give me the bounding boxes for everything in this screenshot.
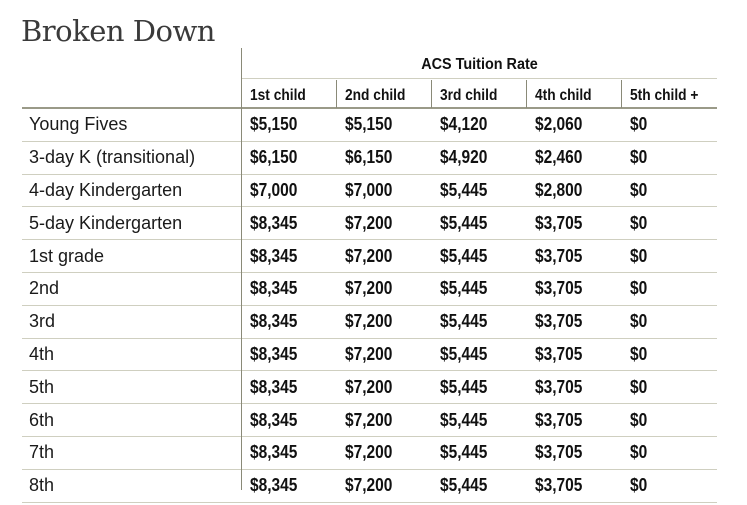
tuition-value: $5,445	[440, 245, 488, 266]
tuition-cell	[432, 371, 527, 404]
tuition-cell	[242, 240, 337, 273]
column-header	[337, 80, 432, 108]
column-header	[622, 80, 717, 108]
column-header-label: 5th child +	[630, 87, 699, 104]
table-row	[22, 404, 717, 437]
grade-label: 3-day K (transitional)	[22, 141, 242, 174]
tuition-cell	[527, 207, 622, 240]
tuition-cell	[432, 108, 527, 141]
table-row	[22, 469, 717, 502]
tuition-cell	[622, 108, 717, 141]
tuition-value: $5,150	[345, 114, 393, 135]
tuition-cell	[337, 174, 432, 207]
tuition-cell	[432, 272, 527, 305]
column-header-label: 4th child	[535, 87, 592, 104]
tuition-cell	[527, 272, 622, 305]
tuition-value: $7,200	[345, 409, 393, 430]
tuition-value: $4,920	[440, 147, 488, 168]
table-row	[22, 338, 717, 371]
tuition-cell	[622, 141, 717, 174]
tuition-value: $7,200	[345, 311, 393, 332]
tuition-cell	[242, 371, 337, 404]
tuition-cell	[242, 404, 337, 437]
tuition-value: $7,200	[345, 278, 393, 299]
tuition-value: $7,200	[345, 212, 393, 233]
table-row	[22, 371, 717, 404]
tuition-value: $8,345	[250, 311, 298, 332]
table-row	[22, 174, 717, 207]
tuition-cell	[432, 240, 527, 273]
tuition-value: $3,705	[535, 245, 583, 266]
tuition-value: $0	[630, 179, 648, 200]
tuition-cell	[242, 207, 337, 240]
table-row	[22, 436, 717, 469]
tuition-value: $3,705	[535, 376, 583, 397]
grade-label: 5th	[22, 371, 242, 404]
table-row	[22, 272, 717, 305]
tuition-value: $2,460	[535, 147, 583, 168]
table-header	[22, 80, 717, 108]
tuition-cell	[242, 436, 337, 469]
tuition-value: $3,705	[535, 475, 583, 496]
tuition-cell	[622, 338, 717, 371]
tuition-value: $5,445	[440, 409, 488, 430]
tuition-value: $3,705	[535, 442, 583, 463]
grade-label: 1st grade	[22, 240, 242, 273]
tuition-value: $5,445	[440, 311, 488, 332]
header-column-divider	[621, 80, 622, 108]
tuition-value: $3,705	[535, 278, 583, 299]
grade-label: 7th	[22, 436, 242, 469]
tuition-value: $5,445	[440, 179, 488, 200]
tuition-value: $7,000	[250, 179, 298, 200]
tuition-value: $3,705	[535, 311, 583, 332]
tuition-cell	[337, 141, 432, 174]
grade-label: Young Fives	[22, 108, 242, 141]
tuition-cell	[242, 174, 337, 207]
tuition-value: $5,445	[440, 376, 488, 397]
tuition-value: $0	[630, 311, 648, 332]
tuition-value: $0	[630, 475, 648, 496]
column-header	[242, 80, 337, 108]
tuition-value: $7,200	[345, 442, 393, 463]
column-header-label: 3rd child	[440, 87, 498, 104]
tuition-value: $6,150	[345, 147, 393, 168]
tuition-value: $0	[630, 278, 648, 299]
grade-label: 5-day Kindergarten	[22, 207, 242, 240]
column-header	[432, 80, 527, 108]
tuition-cell	[432, 141, 527, 174]
tuition-cell	[527, 338, 622, 371]
tuition-value: $7,200	[345, 343, 393, 364]
tuition-cell	[337, 305, 432, 338]
tuition-cell	[622, 174, 717, 207]
column-header	[527, 80, 622, 108]
tuition-cell	[337, 436, 432, 469]
tuition-value: $8,345	[250, 475, 298, 496]
tuition-cell	[337, 338, 432, 371]
tuition-value: $0	[630, 147, 648, 168]
tuition-value: $0	[630, 114, 648, 135]
tuition-cell	[337, 371, 432, 404]
tuition-value: $2,800	[535, 179, 583, 200]
tuition-cell	[432, 174, 527, 207]
tuition-cell	[337, 272, 432, 305]
tuition-value: $5,445	[440, 212, 488, 233]
tuition-cell	[527, 469, 622, 502]
tuition-value: $8,345	[250, 245, 298, 266]
grade-label: 6th	[22, 404, 242, 437]
tuition-value: $7,200	[345, 376, 393, 397]
tuition-value: $8,345	[250, 343, 298, 364]
tuition-cell	[527, 404, 622, 437]
tuition-cell	[622, 469, 717, 502]
tuition-cell	[242, 469, 337, 502]
tuition-cell	[527, 436, 622, 469]
tuition-cell	[527, 240, 622, 273]
tuition-cell	[622, 404, 717, 437]
header-column-divider	[336, 80, 337, 108]
tuition-value: $5,445	[440, 343, 488, 364]
tuition-value: $8,345	[250, 442, 298, 463]
tuition-value: $7,200	[345, 475, 393, 496]
tuition-cell	[622, 240, 717, 273]
grade-label: 4th	[22, 338, 242, 371]
tuition-cell	[337, 404, 432, 437]
tuition-value: $0	[630, 409, 648, 430]
page-title: Broken Down	[21, 14, 215, 48]
tuition-value: $2,060	[535, 114, 583, 135]
tuition-cell	[432, 404, 527, 437]
tuition-value: $0	[630, 212, 648, 233]
table-row	[22, 305, 717, 338]
header-column-divider	[431, 80, 432, 108]
tuition-value: $3,705	[535, 409, 583, 430]
tuition-cell	[432, 469, 527, 502]
tuition-cell	[527, 305, 622, 338]
tuition-cell	[622, 272, 717, 305]
tuition-value: $7,000	[345, 179, 393, 200]
tuition-cell	[242, 108, 337, 141]
tuition-cell	[337, 240, 432, 273]
tuition-cell	[432, 305, 527, 338]
tuition-cell	[622, 371, 717, 404]
tuition-cell	[337, 469, 432, 502]
tuition-value: $0	[630, 245, 648, 266]
table-row	[22, 108, 717, 141]
tuition-value: $8,345	[250, 212, 298, 233]
tuition-cell	[622, 305, 717, 338]
grade-label: 3rd	[22, 305, 242, 338]
tuition-value: $6,150	[250, 147, 298, 168]
tuition-value: $8,345	[250, 376, 298, 397]
tuition-cell	[527, 371, 622, 404]
table-super-header: ACS Tuition Rate	[421, 56, 538, 73]
tuition-cell	[527, 141, 622, 174]
grade-label: 2nd	[22, 272, 242, 305]
tuition-cell	[337, 108, 432, 141]
tuition-cell	[622, 207, 717, 240]
table-row	[22, 240, 717, 273]
header-grade-blank	[22, 80, 242, 108]
tuition-value: $5,445	[440, 442, 488, 463]
grade-label: 4-day Kindergarten	[22, 174, 242, 207]
tuition-value: $5,445	[440, 475, 488, 496]
tuition-value: $0	[630, 343, 648, 364]
tuition-value: $7,200	[345, 245, 393, 266]
tuition-value: $8,345	[250, 409, 298, 430]
column-header-label: 1st child	[250, 87, 306, 104]
column-header-label: 2nd child	[345, 87, 406, 104]
tuition-value: $0	[630, 442, 648, 463]
header-row	[22, 80, 717, 108]
tuition-value: $3,705	[535, 343, 583, 364]
tuition-value: $3,705	[535, 212, 583, 233]
tuition-cell	[242, 305, 337, 338]
tuition-cell	[622, 436, 717, 469]
tuition-value: $5,150	[250, 114, 298, 135]
tuition-cell	[242, 141, 337, 174]
tuition-value: $5,445	[440, 278, 488, 299]
table-body	[22, 108, 717, 502]
tuition-table	[22, 80, 717, 503]
table-row	[22, 207, 717, 240]
tuition-cell	[337, 207, 432, 240]
tuition-cell	[527, 108, 622, 141]
grade-column-divider	[241, 48, 242, 490]
tuition-cell	[242, 338, 337, 371]
grade-label: 8th	[22, 469, 242, 502]
tuition-value: $4,120	[440, 114, 488, 135]
tuition-cell	[432, 207, 527, 240]
tuition-cell	[242, 272, 337, 305]
table-row	[22, 141, 717, 174]
tuition-cell	[432, 338, 527, 371]
header-column-divider	[526, 80, 527, 108]
tuition-value: $8,345	[250, 278, 298, 299]
tuition-cell	[527, 174, 622, 207]
super-header-divider	[242, 78, 717, 79]
tuition-cell	[432, 436, 527, 469]
tuition-value: $0	[630, 376, 648, 397]
